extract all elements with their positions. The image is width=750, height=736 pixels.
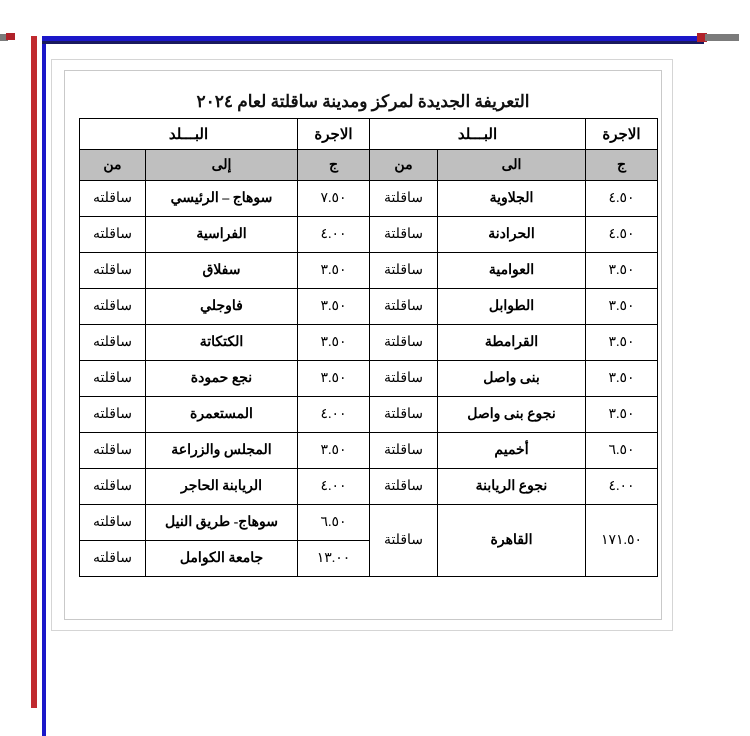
group-header-fare-right: الاجرة <box>297 119 369 150</box>
frame-border-blue-vertical <box>42 36 46 736</box>
cell-destination-right: سوهاج- طريق النيل <box>145 505 297 541</box>
cell-destination-right: سوهاج – الرئيسي <box>145 181 297 217</box>
cell-origin-left: ساقلتة <box>369 469 437 505</box>
cell-fare-right: ١٣.٠٠ <box>297 541 369 577</box>
cell-destination-left: نجوع الريابنة <box>438 469 586 505</box>
cell-destination-right: الكتكاتة <box>145 325 297 361</box>
cell-destination-right: المستعمرة <box>145 397 297 433</box>
group-header-place-right: البـــلد <box>79 119 297 150</box>
cell-fare-right: ٦.٥٠ <box>297 505 369 541</box>
frame-border-red-vertical <box>31 36 37 708</box>
cell-fare-left: ٤.٥٠ <box>586 217 658 253</box>
cell-origin-right: ساقلته <box>79 361 145 397</box>
sub-header-to-right: إلى <box>145 150 297 181</box>
cell-origin-left: ساقلتة <box>369 289 437 325</box>
cell-fare-left: ٣.٥٠ <box>586 253 658 289</box>
cell-destination-right: الريابنة الحاجر <box>145 469 297 505</box>
tariff-table <box>79 118 658 577</box>
cell-origin-right: ساقلته <box>79 217 145 253</box>
cell-destination-left: نجوع بنى واصل <box>438 397 586 433</box>
cell-fare-right: ٧.٥٠ <box>297 181 369 217</box>
cell-fare-left: ١٧١.٥٠ <box>586 505 658 577</box>
cell-destination-right: سفلاق <box>145 253 297 289</box>
tariff-table-container <box>80 118 658 577</box>
cell-destination-left: بنى واصل <box>438 361 586 397</box>
table-group-header-row <box>79 119 657 150</box>
cell-origin-right: ساقلته <box>79 541 145 577</box>
cell-origin-right: ساقلته <box>79 181 145 217</box>
cell-fare-left: ٤.٠٠ <box>586 469 658 505</box>
cell-destination-right: الفراسية <box>145 217 297 253</box>
table-row <box>79 505 657 541</box>
cell-fare-left: ٣.٥٠ <box>586 289 658 325</box>
sub-header-fare-unit-right: ج <box>297 150 369 181</box>
cell-destination-right: جامعة الكوامل <box>145 541 297 577</box>
table-body <box>79 181 657 577</box>
cell-origin-right: ساقلته <box>79 433 145 469</box>
cell-fare-right: ٣.٥٠ <box>297 325 369 361</box>
sub-header-to-left: الى <box>438 150 586 181</box>
frame-border-dark-top <box>42 41 704 44</box>
cell-destination-right: نجع حمودة <box>145 361 297 397</box>
table-row <box>79 217 657 253</box>
cell-fare-right: ٣.٥٠ <box>297 289 369 325</box>
cell-fare-left: ٣.٥٠ <box>586 325 658 361</box>
cell-origin-left: ساقلتة <box>369 361 437 397</box>
sub-header-fare-unit-left: ج <box>586 150 658 181</box>
cell-fare-left: ٦.٥٠ <box>586 433 658 469</box>
cell-origin-right: ساقلته <box>79 505 145 541</box>
cell-origin-left: ساقلتة <box>369 397 437 433</box>
cell-destination-right: المجلس والزراعة <box>145 433 297 469</box>
cell-origin-right: ساقلته <box>79 469 145 505</box>
cell-origin-right: ساقلته <box>79 253 145 289</box>
sub-header-from-right: من <box>79 150 145 181</box>
cell-fare-left: ٣.٥٠ <box>586 361 658 397</box>
cell-fare-right: ٣.٥٠ <box>297 361 369 397</box>
cell-origin-right: ساقلته <box>79 325 145 361</box>
table-row <box>79 253 657 289</box>
table-row <box>79 361 657 397</box>
cell-fare-right: ٣.٥٠ <box>297 253 369 289</box>
group-header-fare-left: الاجرة <box>586 119 658 150</box>
cell-fare-right: ٤.٠٠ <box>297 217 369 253</box>
cell-fare-right: ٤.٠٠ <box>297 469 369 505</box>
table-row <box>79 469 657 505</box>
cell-destination-right: فاوجلي <box>145 289 297 325</box>
cell-origin-left: ساقلتة <box>369 505 437 577</box>
cell-origin-left: ساقلتة <box>369 433 437 469</box>
cell-fare-left: ٤.٥٠ <box>586 181 658 217</box>
cell-fare-left: ٣.٥٠ <box>586 397 658 433</box>
frame-corner-red-left <box>6 33 15 40</box>
cell-destination-left: القرامطة <box>438 325 586 361</box>
cell-destination-left: العوامية <box>438 253 586 289</box>
table-row <box>79 181 657 217</box>
table-sub-header-row <box>79 150 657 181</box>
cell-fare-right: ٤.٠٠ <box>297 397 369 433</box>
scan-edge-right <box>705 34 739 41</box>
table-row <box>79 397 657 433</box>
cell-origin-left: ساقلتة <box>369 325 437 361</box>
cell-origin-left: ساقلتة <box>369 217 437 253</box>
table-row <box>79 433 657 469</box>
cell-destination-left: الجلاوية <box>438 181 586 217</box>
page-title: التعريفة الجديدة لمركز ومدينة ساقلتة لعام ٢٠٢٤ <box>196 92 530 111</box>
group-header-place-left: البـــلد <box>369 119 585 150</box>
cell-destination-left: أخميم <box>438 433 586 469</box>
cell-origin-left: ساقلتة <box>369 181 437 217</box>
cell-destination-left: القاهرة <box>438 505 586 577</box>
cell-destination-left: الحرادنة <box>438 217 586 253</box>
cell-origin-right: ساقلته <box>79 289 145 325</box>
table-row <box>79 289 657 325</box>
cell-destination-left: الطوابل <box>438 289 586 325</box>
cell-origin-right: ساقلته <box>79 397 145 433</box>
sub-header-from-left: من <box>369 150 437 181</box>
table-row <box>79 325 657 361</box>
cell-origin-left: ساقلتة <box>369 253 437 289</box>
cell-fare-right: ٣.٥٠ <box>297 433 369 469</box>
